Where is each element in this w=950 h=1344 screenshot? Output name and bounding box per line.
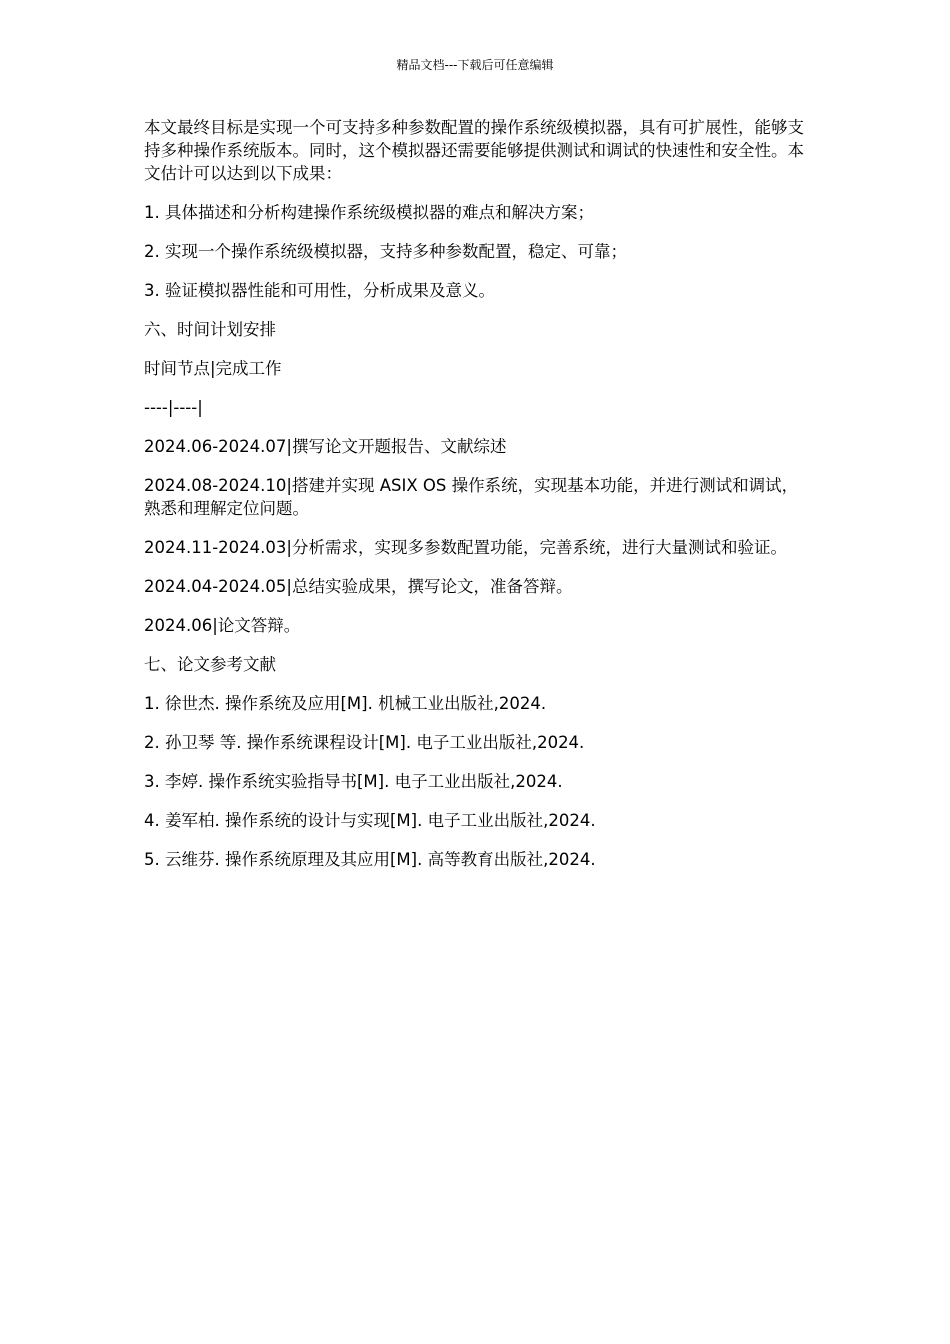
reference-item-2: 2. 孙卫琴 等. 操作系统课程设计[M]. 电子工业出版社,2024. [144,733,585,752]
schedule-table-header: 时间节点|完成工作 [144,359,282,378]
schedule-row-4: 2024.04-2024.05|总结实验成果，撰写论文，准备答辩。 [144,577,573,596]
reference-item-3: 3. 李婷. 操作系统实验指导书[M]. 电子工业出版社,2024. [144,772,563,791]
page-header: 精品文档---下载后可任意编辑 [396,58,554,72]
outcome-item-2: 2. 实现一个操作系统级模拟器，支持多种参数配置，稳定、可靠； [144,242,627,261]
reference-item-4: 4. 姜军柏. 操作系统的设计与实现[M]. 电子工业出版社,2024. [144,811,596,830]
reference-item-1: 1. 徐世杰. 操作系统及应用[M]. 机械工业出版社,2024. [144,694,547,713]
schedule-row-3: 2024.11-2024.03|分析需求，实现多参数配置功能，完善系统，进行大量测试和验证。 [144,538,787,557]
schedule-row-1: 2024.06-2024.07|撰写论文开题报告、文献综述 [144,437,507,456]
section-heading-references: 七、论文参考文献 [144,655,276,674]
reference-item-5: 5. 云维芬. 操作系统原理及其应用[M]. 高等教育出版社,2024. [144,850,596,869]
section-heading-schedule: 六、时间计划安排 [144,320,276,339]
outcome-item-1: 1. 具体描述和分析构建操作系统级模拟器的难点和解决方案； [144,203,594,222]
schedule-table-separator: ----|----| [144,398,203,417]
schedule-row-5: 2024.06|论文答辩。 [144,616,301,635]
intro-paragraph: 本文最终目标是实现一个可支持多种参数配置的操作系统级模拟器，具有可扩展性，能够支持多种操作系统版本。同时，这个模拟器还需要能够提供测试和调试的快速性和安全性。本文估计可以达到以下成果： [144,118,804,183]
outcome-item-3: 3. 验证模拟器性能和可用性，分析成果及意义。 [144,281,495,300]
schedule-row-2: 2024.08-2024.10|搭建并实现 ASIX OS 操作系统，实现基本功能，并进行测试和调试，熟悉和理解定位问题。 [144,476,799,518]
document-body [144,116,809,887]
